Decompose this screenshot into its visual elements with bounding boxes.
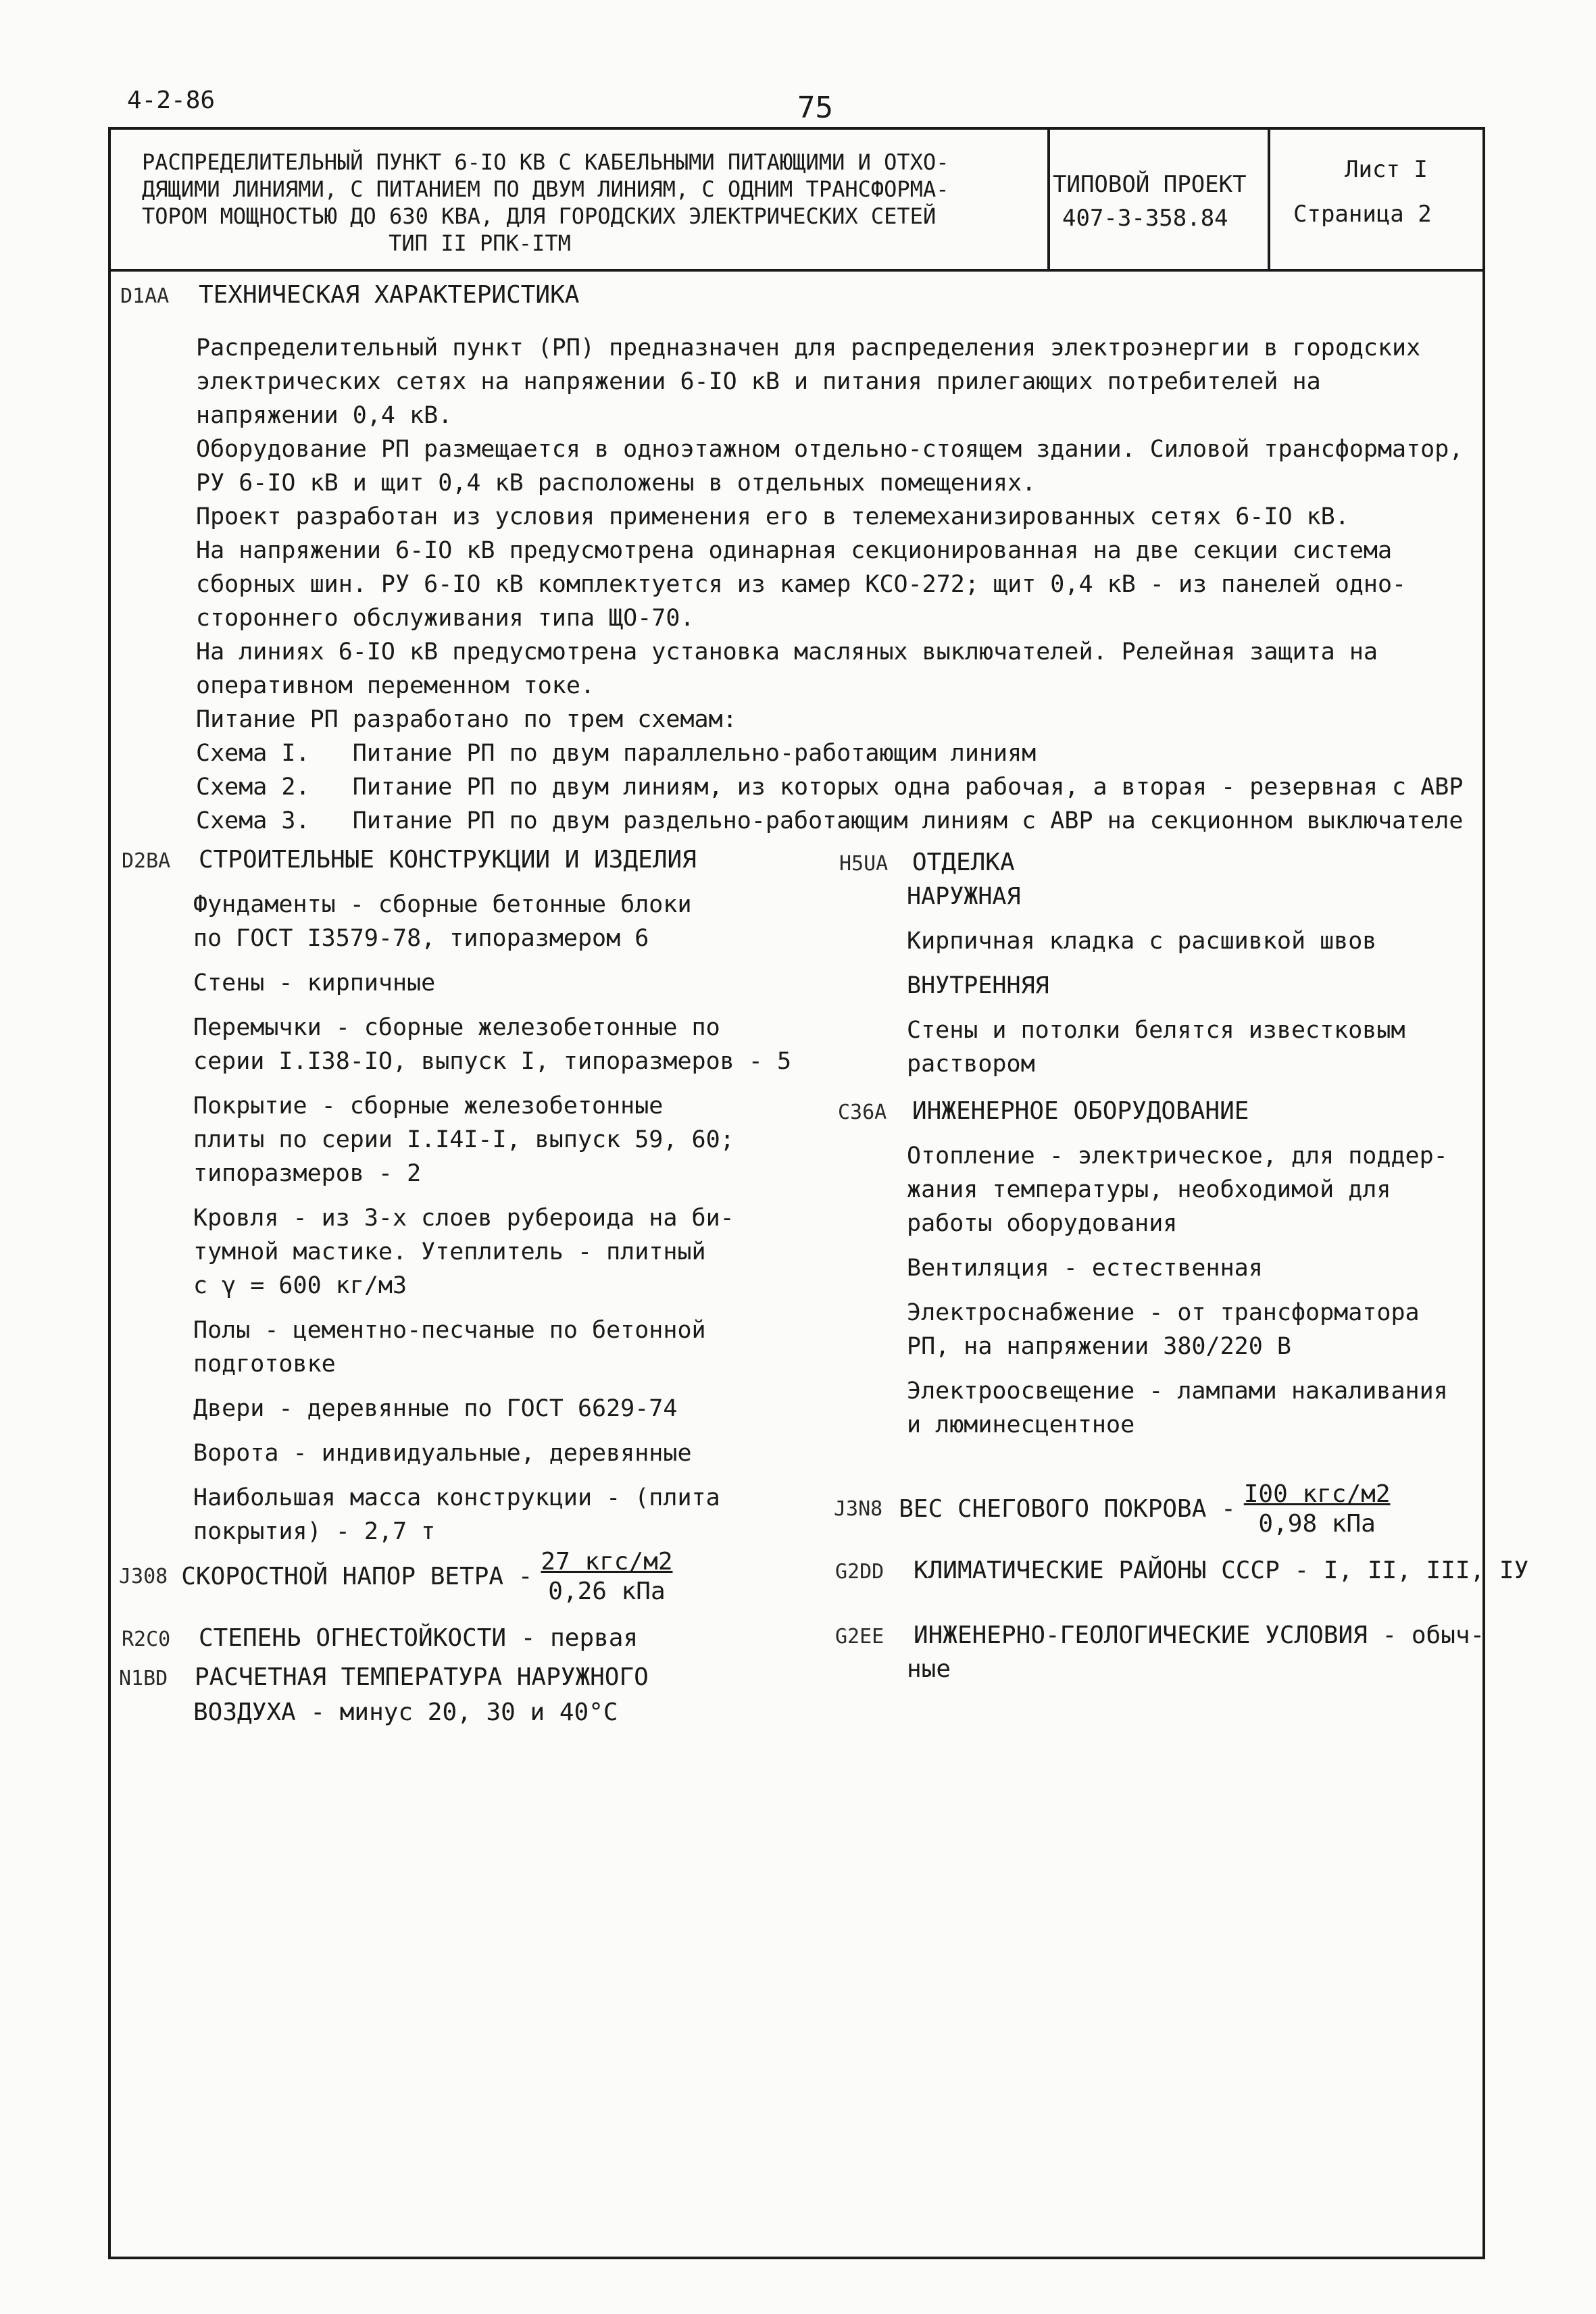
climate-text: КЛИМАТИЧЕСКИЕ РАЙОНЫ СССР - I, II, III, IУ: [913, 1557, 1529, 1584]
section-heading: ИНЖЕНЕРНОЕ ОБОРУДОВАНИЕ: [912, 1097, 1249, 1125]
section-code: J308: [119, 1565, 168, 1588]
list-item: [193, 1011, 801, 1078]
text-line: Проект разработан из условия применения его в телемеханизированных сетях 6-IO кВ.: [196, 503, 1349, 530]
divider: [1268, 130, 1270, 269]
text-line: РП, на напряжении 380/220 В: [907, 1333, 1291, 1360]
finish-outer-text: Кирпичная кладка с расшивкой швов: [907, 928, 1377, 955]
document-title: [142, 149, 1142, 257]
section-finish-header: [839, 846, 1015, 881]
text-line: работы оборудования: [907, 1210, 1178, 1237]
snow-denominator: 0,98 кПа: [1258, 1510, 1376, 1538]
wind-label: СКОРОСТНОЙ НАПОР ВЕТРА -: [181, 1563, 533, 1590]
section-heading: ТЕХНИЧЕСКАЯ ХАРАКТЕРИСТИКА: [198, 281, 580, 309]
sheet-label: Лист I: [1345, 156, 1428, 183]
list-item: [907, 1139, 1474, 1240]
text-line: Покрытие - сборные железобетонные: [193, 1092, 664, 1120]
section-code: R2C0: [122, 1628, 171, 1651]
list-item: [907, 1251, 1474, 1285]
text-line: Кровля - из 3-х слоев рубероида на би-: [193, 1205, 734, 1232]
tech-description: [196, 331, 1480, 838]
title-line: РАСПРЕДЕЛИТЕЛЬНЫЙ ПУНКТ 6-IO КВ С КАБЕЛЬНЫМИ ПИТАЮЩИМИ И ОТХО-: [142, 149, 949, 175]
text-line: жания температуры, необходимой для: [907, 1176, 1391, 1203]
section-code: C36A: [838, 1101, 887, 1124]
finish-outer-heading: НАРУЖНАЯ: [907, 883, 1021, 910]
sheet-cell: [1277, 147, 1432, 236]
climate-regions: [835, 1554, 1528, 1589]
text-line: серии I.I38-IO, выпуск I, типоразмеров - 5: [193, 1048, 792, 1075]
list-item: [193, 1436, 801, 1470]
section-heading: ОТДЕЛКА: [912, 849, 1015, 876]
text-line: покрытия) - 2,7 т: [193, 1518, 436, 1545]
text-line: стороннего обслуживания типа ЩО-70.: [196, 605, 695, 632]
fire-text: СТЕПЕНЬ ОГНЕСТОЙКОСТИ - первая: [198, 1624, 639, 1652]
text-line: Стены - кирпичные: [193, 970, 436, 997]
section-code: N1BD: [119, 1667, 168, 1690]
snow-label: ВЕС СНЕГОВОГО ПОКРОВА -: [899, 1495, 1236, 1523]
list-item: [193, 1201, 801, 1303]
list-item: [193, 966, 801, 1000]
text-line: Наибольшая масса конструкции - (плита: [193, 1484, 720, 1511]
text-line: Фундаменты - сборные бетонные блоки: [193, 891, 692, 918]
text-line: Распределительный пункт (РП) предназначен для распределения электроэнергии в городских: [196, 334, 1421, 361]
text-line: Электроосвещение - лампами накаливания: [907, 1378, 1448, 1405]
list-item: [193, 1392, 801, 1426]
snow-fraction: [1244, 1480, 1391, 1539]
title-line: ДЯЩИМИ ЛИНИЯМИ, С ПИТАНИЕМ ПО ДВУМ ЛИНИЯМ, С ОДНИМ ТРАНСФОРМА-: [142, 176, 949, 202]
project-number: 407-3-358.84: [1062, 205, 1228, 232]
document-code: 4-2-86: [127, 86, 216, 114]
section-code: G2DD: [835, 1560, 884, 1584]
section-heading: СТРОИТЕЛЬНЫЕ КОНСТРУКЦИИ И ИЗДЕЛИЯ: [198, 846, 697, 874]
equipment-list: [907, 1139, 1474, 1442]
divider: [1047, 130, 1050, 269]
text-line: по ГОСТ I3579-78, типоразмером 6: [193, 925, 649, 952]
title-block: [111, 130, 1482, 272]
geo-line: ные: [907, 1655, 951, 1683]
scheme-line: Схема I. Питание РП по двум параллельно-работающим линиям: [196, 740, 1037, 767]
text-line: электрических сетях на напряжении 6-IO кВ и питания прилегающих потребителей на: [196, 368, 1321, 395]
text-line: Ворота - индивидуальные, деревянные: [193, 1440, 692, 1467]
text-line: и люминесцентное: [907, 1411, 1135, 1438]
geology-conditions: [835, 1619, 1485, 1654]
section-code: H5UA: [839, 852, 889, 876]
section-code: D2BA: [122, 849, 171, 873]
text-line: На напряжении 6-IO кВ предусмотрена одинарная секционированная на две секции система: [196, 537, 1393, 564]
construction-list: [193, 888, 801, 1549]
wind-denominator: 0,26 кПа: [548, 1578, 666, 1605]
snow-load: [834, 1480, 1391, 1539]
text-line: оперативном переменном токе.: [196, 672, 595, 699]
text-line: Перемычки - сборные железобетонные по: [193, 1014, 720, 1041]
list-item: [193, 888, 801, 955]
section-code: J3N8: [834, 1497, 883, 1521]
fire-resistance: [122, 1621, 638, 1657]
text-line: Полы - цементно-песчаные по бетонной: [193, 1317, 706, 1344]
wind-load: [119, 1547, 673, 1607]
snow-numerator: I00 кгс/м2: [1243, 1480, 1391, 1508]
page-number: 75: [797, 91, 833, 125]
text-line: Электроснабжение - от трансформатора: [907, 1299, 1420, 1326]
text-line: Питание РП разработано по трем схемам:: [196, 706, 737, 733]
scheme-line: Схема 3. Питание РП по двум раздельно-работающим линиям с АВР на секционном выключателе: [196, 807, 1464, 834]
finish-inner-heading: ВНУТРЕННЯЯ: [907, 972, 1049, 999]
text-line: РУ 6-IO кВ и щит 0,4 кВ расположены в отдельных помещениях.: [196, 470, 1037, 497]
list-item: [193, 1089, 801, 1190]
temp-line: ВОЗДУХА - минус 20, 30 и 40°С: [193, 1699, 618, 1726]
text-line: На линиях 6-IO кВ предусмотрена установка масляных выключателей. Релейная защита на: [196, 638, 1378, 665]
list-item: [193, 1313, 801, 1381]
text-line: с γ = 600 кг/м3: [193, 1272, 407, 1299]
text-line: типоразмеров - 2: [193, 1160, 422, 1187]
section-code: D1AA: [120, 284, 170, 308]
project-label: ТИПОВОЙ ПРОЕКТ: [1053, 171, 1247, 198]
text-line: Двери - деревянные по ГОСТ 6629-74: [193, 1395, 678, 1422]
text-line: сборных шин. РУ 6-IO кВ комплектуется из камер КСО-272; щит 0,4 кВ - из панелей одно-: [196, 571, 1407, 598]
list-item: [907, 1296, 1474, 1363]
temp-line: РАСЧЕТНАЯ ТЕМПЕРАТУРА НАРУЖНОГО: [194, 1663, 649, 1691]
text-line: плиты по серии I.I4I-I, выпуск 59, 60;: [193, 1126, 734, 1153]
wind-fraction: [541, 1547, 672, 1607]
text-line: тумной мастике. Утеплитель - плитный: [193, 1238, 706, 1265]
geo-line: ИНЖЕНЕРНО-ГЕОЛОГИЧЕСКИЕ УСЛОВИЯ - обыч-: [913, 1621, 1485, 1649]
scheme-line: Схема 2. Питание РП по двум линиям, из которых одна рабочая, а вторая - резервная с АВР: [196, 774, 1464, 801]
text-line: Оборудование РП размещается в одноэтажном отдельно-стоящем здании. Силовой трансформатор,: [196, 436, 1464, 463]
text-line: Стены и потолки белятся известковым: [907, 1017, 1405, 1044]
section-code: G2EE: [835, 1625, 884, 1649]
list-item: [907, 1374, 1474, 1442]
section-tech-header: [120, 278, 579, 313]
text-line: раствором: [907, 1051, 1035, 1078]
text-line: Отопление - электрическое, для поддер-: [907, 1142, 1448, 1169]
title-line: ТОРОМ МОЩНОСТЬЮ ДО 630 КВА, ДЛЯ ГОРОДСКИХ ЭЛЕКТРИЧЕСКИХ СЕТЕЙ: [142, 203, 937, 229]
text-line: подготовке: [193, 1351, 336, 1378]
text-line: Вентиляция - естественная: [907, 1255, 1263, 1282]
page-label: Страница 2: [1293, 201, 1432, 228]
section-construction-header: [122, 843, 697, 878]
title-line: ТИП II РПК-IТМ: [389, 230, 571, 256]
wind-numerator: 27 кгс/м2: [541, 1548, 673, 1576]
section-equipment-header: [838, 1095, 1249, 1130]
design-temperature: [119, 1661, 649, 1696]
text-line: напряжении 0,4 кВ.: [196, 402, 453, 429]
project-cell: [1053, 168, 1247, 235]
list-item: [193, 1481, 801, 1549]
finish-list: [907, 880, 1474, 1081]
